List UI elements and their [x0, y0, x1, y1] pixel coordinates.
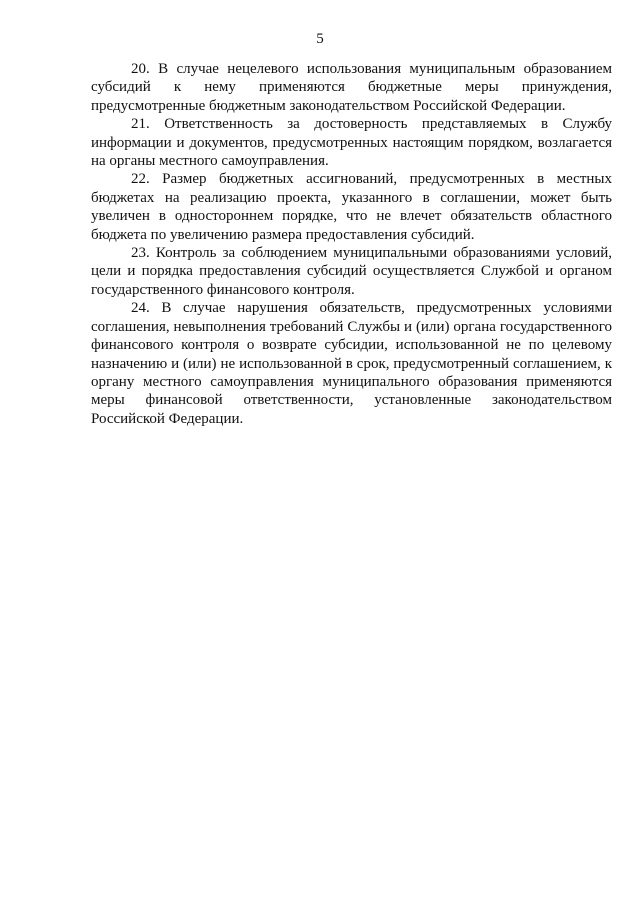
paragraph-21: 21. Ответственность за достоверность представляемых в Службу информации и документов, предусмотренных настоящим порядком, возлагается на органы местного самоуправления.: [91, 116, 612, 170]
paragraph-20: 20. В случае нецелевого использования муниципальным образованием субсидий к нему применяются бюджетные меры принуждения, предусмотренные бюджетным законодательством Российской Федерации.: [91, 61, 612, 114]
document-body: [91, 60, 612, 428]
paragraph-24: 24. В случае нарушения обязательств, предусмотренных условиями соглашения, невыполнения требований Службы и (или) органа государственного финансового контроля о возврате субсидии, использованной не по целевому назначению и (или) не использованной в срок, предусмотренный соглашением, к органу местного самоуправления муниципального образования применяются меры финансовой ответственности, установленные законодательством Российской Федерации.: [91, 300, 612, 427]
paragraph-22: 22. Размер бюджетных ассигнований, предусмотренных в местных бюджетах на реализацию проекта, указанного в соглашении, может быть увеличен в одностороннем порядке, что не влечет обязательств областного бюджета по увеличению размера предоставления субсидий.: [91, 171, 612, 243]
paragraph-23: 23. Контроль за соблюдением муниципальными образованиями условий, цели и порядка предоставления субсидий осуществляется Службой и органом государственного финансового контроля.: [91, 245, 612, 298]
page-number: 5: [316, 31, 324, 47]
